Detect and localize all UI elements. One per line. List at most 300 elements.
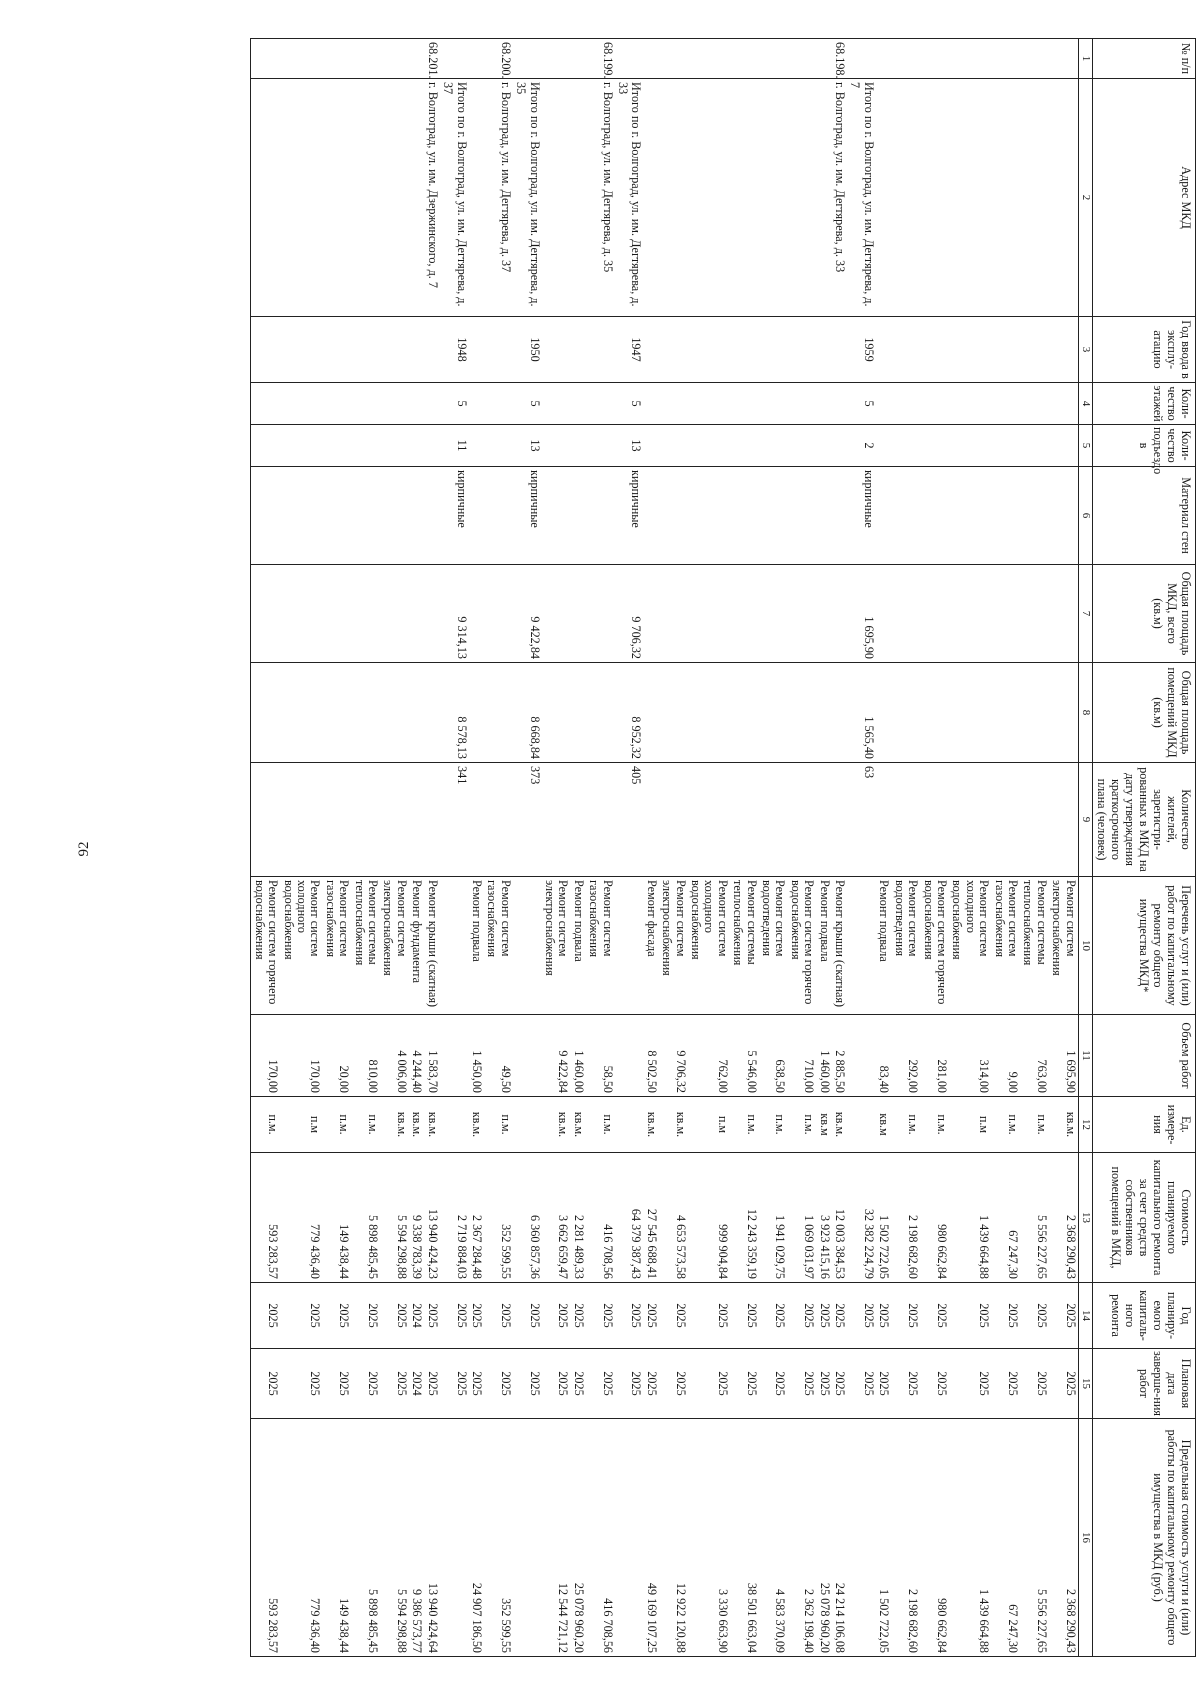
table-cell bbox=[424, 425, 439, 467]
table-cell: 2025 bbox=[586, 1349, 615, 1419]
table-cell bbox=[380, 425, 409, 467]
table-cell bbox=[251, 467, 280, 565]
table-cell: 2025 bbox=[440, 1283, 469, 1349]
table-cell: 49 169 107,25 bbox=[643, 1419, 658, 1657]
table-cell bbox=[759, 425, 788, 467]
table-cell: 2025 bbox=[876, 1349, 891, 1419]
table-cell: Ремонт фасада bbox=[643, 877, 658, 1015]
table-cell bbox=[570, 383, 585, 425]
table-cell bbox=[380, 763, 409, 877]
table-cell: 2025 bbox=[816, 1349, 831, 1419]
table-cell: 2024 bbox=[409, 1349, 424, 1419]
table-cell bbox=[816, 763, 831, 877]
table-cell bbox=[1020, 317, 1049, 383]
table-cell bbox=[876, 425, 891, 467]
column-number: 4 bbox=[1078, 383, 1092, 425]
table-cell: 416 708,56 bbox=[586, 1419, 615, 1657]
table-cell: 38 501 663,04 bbox=[730, 1419, 759, 1657]
table-cell bbox=[484, 467, 513, 565]
table-cell: 20,00 bbox=[322, 1015, 351, 1097]
table-cell: 779 436,40 bbox=[280, 1419, 322, 1657]
table-cell: 2025 bbox=[847, 1349, 876, 1419]
table-cell: 1947 bbox=[615, 317, 644, 383]
table-cell: 2025 bbox=[847, 1283, 876, 1349]
table-cell: 68.200. bbox=[484, 39, 513, 79]
column-number: 10 bbox=[1078, 877, 1092, 1015]
table-cell bbox=[570, 565, 585, 663]
table-cell: 2025 bbox=[1020, 1349, 1049, 1419]
table-cell: кв.м. bbox=[643, 1097, 658, 1153]
table-row bbox=[1049, 39, 1078, 1657]
table-cell bbox=[920, 565, 949, 663]
table-cell: 341 bbox=[440, 763, 469, 877]
total-row bbox=[513, 39, 542, 1657]
table-cell bbox=[322, 763, 351, 877]
table-cell bbox=[469, 425, 484, 467]
table-cell bbox=[424, 317, 439, 383]
table-cell: 25 078 960,20 bbox=[570, 1419, 585, 1657]
table-cell: Ремонт систем газоснабжения bbox=[484, 877, 513, 1015]
table-cell bbox=[351, 467, 380, 565]
table-cell: кв.м. bbox=[424, 1097, 439, 1153]
table-cell: 3 923 415,16 bbox=[816, 1153, 831, 1283]
table-cell bbox=[484, 383, 513, 425]
table-cell: 2025 bbox=[787, 1283, 816, 1349]
table-row bbox=[380, 39, 409, 1657]
table-cell: 2025 bbox=[991, 1283, 1020, 1349]
table-cell bbox=[643, 663, 658, 763]
table-cell: 3 662 659,47 bbox=[542, 1153, 571, 1283]
table-row bbox=[949, 39, 991, 1657]
table-cell: Ремонт систем холодного водоснабжения bbox=[949, 877, 991, 1015]
table-cell bbox=[542, 565, 571, 663]
table-cell bbox=[409, 79, 424, 317]
document-page bbox=[0, 38, 1196, 1656]
table-cell: 980 662,84 bbox=[920, 1153, 949, 1283]
table-cell: 2025 bbox=[920, 1283, 949, 1349]
table-cell bbox=[759, 39, 788, 79]
table-cell bbox=[251, 317, 280, 383]
table-cell: Ремонт систем холодного водоснабжения bbox=[688, 877, 730, 1015]
table-cell bbox=[484, 317, 513, 383]
column-number: 8 bbox=[1078, 663, 1092, 763]
table-cell: 2025 bbox=[787, 1349, 816, 1419]
table-cell bbox=[688, 425, 730, 467]
table-cell: 2025 bbox=[659, 1283, 688, 1349]
table-cell: 292,00 bbox=[891, 1015, 920, 1097]
table-cell bbox=[920, 317, 949, 383]
table-row bbox=[251, 39, 280, 1657]
table-cell bbox=[891, 383, 920, 425]
table-cell: 1 502 722,05 bbox=[876, 1153, 891, 1283]
table-cell: 1 565,40 bbox=[847, 663, 876, 763]
table-cell: Ремонт подвала bbox=[469, 877, 484, 1015]
table-cell bbox=[542, 467, 571, 565]
table-cell: 2025 bbox=[484, 1283, 513, 1349]
table-cell bbox=[1020, 565, 1049, 663]
table-cell bbox=[351, 317, 380, 383]
table-cell: 2025 bbox=[1020, 1283, 1049, 1349]
table-cell: 593 283,57 bbox=[251, 1153, 280, 1283]
table-cell: 2025 bbox=[251, 1349, 280, 1419]
table-cell bbox=[469, 467, 484, 565]
total-row bbox=[847, 39, 876, 1657]
table-cell bbox=[832, 383, 847, 425]
column-number: 5 bbox=[1078, 425, 1092, 467]
table-cell bbox=[322, 317, 351, 383]
table-cell: 83,40 bbox=[876, 1015, 891, 1097]
table-cell bbox=[280, 79, 322, 317]
table-cell bbox=[816, 39, 831, 79]
table-cell bbox=[787, 763, 816, 877]
table-row bbox=[759, 39, 788, 1657]
table-cell bbox=[351, 425, 380, 467]
column-number: 15 bbox=[1078, 1349, 1092, 1419]
table-cell bbox=[949, 425, 991, 467]
table-cell bbox=[949, 763, 991, 877]
total-row bbox=[615, 39, 644, 1657]
table-cell bbox=[659, 425, 688, 467]
table-cell: 68.201. bbox=[424, 39, 439, 79]
table-cell bbox=[920, 383, 949, 425]
table-cell: 4 653 573,58 bbox=[659, 1153, 688, 1283]
column-header: Коли-чество этажей bbox=[1093, 383, 1196, 425]
table-cell bbox=[787, 663, 816, 763]
table-cell bbox=[920, 467, 949, 565]
column-header: Общая площадь МКД, всего (кв.м) bbox=[1093, 565, 1196, 663]
table-cell: Ремонт систем водоотведения bbox=[891, 877, 920, 1015]
table-cell: 170,00 bbox=[251, 1015, 280, 1097]
table-cell bbox=[1049, 317, 1078, 383]
table-cell: 2025 bbox=[586, 1283, 615, 1349]
table-cell: г. Волгоград, ул. им. Дегтярева, д. 33 bbox=[832, 79, 847, 317]
table-cell bbox=[816, 383, 831, 425]
table-cell: 5 594 298,88 bbox=[380, 1153, 409, 1283]
table-cell: п.м. bbox=[891, 1097, 920, 1153]
table-cell: п.м. bbox=[1020, 1097, 1049, 1153]
table-cell bbox=[847, 1419, 876, 1657]
table-cell bbox=[586, 565, 615, 663]
table-cell bbox=[891, 39, 920, 79]
table-cell: 373 bbox=[513, 763, 542, 877]
table-cell bbox=[730, 663, 759, 763]
table-cell bbox=[484, 763, 513, 877]
table-cell: 2 367 284,48 bbox=[469, 1153, 484, 1283]
table-cell: 5 bbox=[615, 383, 644, 425]
table-cell: 5 898 485,45 bbox=[351, 1419, 380, 1657]
table-cell bbox=[1049, 467, 1078, 565]
column-number: 2 bbox=[1078, 79, 1092, 317]
table-cell bbox=[891, 763, 920, 877]
table-cell: п.м. bbox=[351, 1097, 380, 1153]
column-header: Объем работ bbox=[1093, 1015, 1196, 1097]
table-row bbox=[586, 39, 615, 1657]
table-cell: 2 198 682,60 bbox=[891, 1153, 920, 1283]
table-cell bbox=[513, 1015, 542, 1097]
table-cell: 5 556 227,65 bbox=[1020, 1153, 1049, 1283]
table-cell bbox=[570, 663, 585, 763]
table-cell: 980 662,84 bbox=[920, 1419, 949, 1657]
table-cell: кв.м. bbox=[1049, 1097, 1078, 1153]
table-cell bbox=[380, 663, 409, 763]
table-cell: 13 bbox=[513, 425, 542, 467]
table-cell bbox=[816, 79, 831, 317]
table-cell: 5 bbox=[440, 383, 469, 425]
table-cell bbox=[570, 39, 585, 79]
table-cell: 352 599,55 bbox=[484, 1153, 513, 1283]
table-cell: 2025 bbox=[570, 1349, 585, 1419]
table-cell bbox=[280, 425, 322, 467]
table-row bbox=[832, 39, 847, 1657]
column-header: Год ввода в эксплу-атацию bbox=[1093, 317, 1196, 383]
table-cell: 24 214 106,08 bbox=[832, 1419, 847, 1657]
table-cell bbox=[280, 565, 322, 663]
table-cell: 1 439 664,88 bbox=[949, 1153, 991, 1283]
table-cell: кв.м. bbox=[409, 1097, 424, 1153]
table-cell bbox=[730, 79, 759, 317]
table-cell bbox=[1020, 39, 1049, 79]
table-cell: кирпичные bbox=[847, 467, 876, 565]
table-cell: 149 438,44 bbox=[322, 1419, 351, 1657]
table-cell bbox=[322, 467, 351, 565]
table-cell bbox=[730, 763, 759, 877]
table-cell bbox=[380, 39, 409, 79]
table-cell: 2025 bbox=[688, 1283, 730, 1349]
table-cell: 2025 bbox=[832, 1283, 847, 1349]
table-cell: 2025 bbox=[730, 1349, 759, 1419]
table-cell bbox=[659, 383, 688, 425]
table-cell: 2025 bbox=[920, 1349, 949, 1419]
table-cell: п.м bbox=[949, 1097, 991, 1153]
table-cell: 1 502 722,05 bbox=[876, 1419, 891, 1657]
table-cell bbox=[688, 565, 730, 663]
table-cell bbox=[949, 467, 991, 565]
table-cell: 8 578,13 bbox=[440, 663, 469, 763]
table-cell bbox=[1049, 763, 1078, 877]
table-cell bbox=[949, 39, 991, 79]
table-cell bbox=[920, 425, 949, 467]
table-cell bbox=[380, 383, 409, 425]
table-cell: 999 904,84 bbox=[688, 1153, 730, 1283]
table-cell bbox=[787, 425, 816, 467]
table-cell bbox=[409, 467, 424, 565]
table-cell bbox=[570, 79, 585, 317]
table-cell: Ремонт систем газоснабжения bbox=[991, 877, 1020, 1015]
table-cell bbox=[688, 663, 730, 763]
table-cell bbox=[659, 763, 688, 877]
table-cell bbox=[351, 79, 380, 317]
table-cell bbox=[251, 39, 280, 79]
table-cell: 1 450,00 bbox=[469, 1015, 484, 1097]
table-cell: кв.м. bbox=[469, 1097, 484, 1153]
table-cell: кв.м. bbox=[380, 1097, 409, 1153]
table-row bbox=[730, 39, 759, 1657]
table-row bbox=[659, 39, 688, 1657]
table-cell bbox=[484, 425, 513, 467]
table-row bbox=[409, 39, 424, 1657]
table-cell: 25 078 960,20 bbox=[816, 1419, 831, 1657]
table-cell bbox=[730, 467, 759, 565]
table-cell: 1 941 029,75 bbox=[759, 1153, 788, 1283]
table-cell bbox=[586, 425, 615, 467]
table-cell: 11 bbox=[440, 425, 469, 467]
table-cell bbox=[759, 317, 788, 383]
table-row bbox=[469, 39, 484, 1657]
table-cell bbox=[409, 425, 424, 467]
table-cell: кв.м. bbox=[659, 1097, 688, 1153]
table-cell bbox=[513, 39, 542, 79]
table-cell: п.м. bbox=[484, 1097, 513, 1153]
table-cell: 2025 bbox=[424, 1349, 439, 1419]
table-cell: 9,00 bbox=[991, 1015, 1020, 1097]
table-cell bbox=[759, 565, 788, 663]
table-cell bbox=[643, 467, 658, 565]
table-cell: 593 283,57 bbox=[251, 1419, 280, 1657]
column-number: 6 bbox=[1078, 467, 1092, 565]
table-cell: Ремонт систем газоснабжения bbox=[322, 877, 351, 1015]
table-cell: 405 bbox=[615, 763, 644, 877]
table-cell bbox=[688, 39, 730, 79]
table-cell bbox=[920, 39, 949, 79]
table-cell: 9 422,84 bbox=[513, 565, 542, 663]
table-cell bbox=[643, 79, 658, 317]
table-cell: Ремонт подвала bbox=[876, 877, 891, 1015]
table-cell bbox=[816, 663, 831, 763]
table-row bbox=[643, 39, 658, 1657]
table-cell bbox=[586, 467, 615, 565]
table-cell: 4 583 370,09 bbox=[759, 1419, 788, 1657]
table-cell: п.м. bbox=[759, 1097, 788, 1153]
table-cell: 2025 bbox=[949, 1283, 991, 1349]
table-cell: 1 695,90 bbox=[1049, 1015, 1078, 1097]
table-cell bbox=[322, 663, 351, 763]
table-cell bbox=[322, 79, 351, 317]
table-cell bbox=[542, 425, 571, 467]
table-cell bbox=[876, 383, 891, 425]
table-cell: г. Волгоград, ул. им. Дегтярева, д. 37 bbox=[484, 79, 513, 317]
table-cell bbox=[322, 425, 351, 467]
table-cell bbox=[542, 317, 571, 383]
table-cell bbox=[759, 467, 788, 565]
table-cell: 638,50 bbox=[759, 1015, 788, 1097]
table-cell bbox=[280, 383, 322, 425]
table-cell bbox=[542, 39, 571, 79]
table-cell bbox=[832, 467, 847, 565]
table-cell: 2025 bbox=[991, 1349, 1020, 1419]
column-number: 3 bbox=[1078, 317, 1092, 383]
column-header: Адрес МКД bbox=[1093, 79, 1196, 317]
table-cell: 9 422,84 bbox=[542, 1015, 571, 1097]
table-cell bbox=[409, 565, 424, 663]
table-cell bbox=[1049, 383, 1078, 425]
table-cell bbox=[469, 763, 484, 877]
table-cell bbox=[659, 317, 688, 383]
column-header: Материал стен bbox=[1093, 467, 1196, 565]
table-cell: Ремонт фундамента bbox=[409, 877, 424, 1015]
table-cell: 2 362 198,40 bbox=[787, 1419, 816, 1657]
table-cell: п.м. bbox=[322, 1097, 351, 1153]
table-cell: п.м. bbox=[251, 1097, 280, 1153]
table-cell bbox=[991, 425, 1020, 467]
table-cell: 2 885,50 bbox=[832, 1015, 847, 1097]
table-cell bbox=[586, 763, 615, 877]
table-cell bbox=[949, 383, 991, 425]
table-cell: 2025 bbox=[322, 1349, 351, 1419]
table-cell: 2025 bbox=[730, 1283, 759, 1349]
table-cell bbox=[484, 565, 513, 663]
table-row bbox=[920, 39, 949, 1657]
table-cell bbox=[787, 79, 816, 317]
table-cell: Ремонт систем горячего водоснабжения bbox=[920, 877, 949, 1015]
table-cell bbox=[920, 79, 949, 317]
table-cell bbox=[991, 317, 1020, 383]
table-cell: 2025 bbox=[440, 1349, 469, 1419]
table-cell: 2025 bbox=[876, 1283, 891, 1349]
column-number: 7 bbox=[1078, 565, 1092, 663]
table-cell: 2025 bbox=[351, 1349, 380, 1419]
table-cell bbox=[688, 79, 730, 317]
table-cell: 2025 bbox=[380, 1349, 409, 1419]
table-cell bbox=[832, 317, 847, 383]
table-cell bbox=[949, 663, 991, 763]
table-cell: 170,00 bbox=[280, 1015, 322, 1097]
table-cell bbox=[876, 663, 891, 763]
table-cell bbox=[759, 763, 788, 877]
table-cell: кв.м. bbox=[832, 1097, 847, 1153]
table-cell: 24 907 186,50 bbox=[469, 1419, 484, 1657]
table-cell bbox=[280, 763, 322, 877]
table-cell bbox=[891, 663, 920, 763]
table-row bbox=[876, 39, 891, 1657]
table-cell: 4 006,00 bbox=[380, 1015, 409, 1097]
table-cell: 1959 bbox=[847, 317, 876, 383]
table-cell bbox=[424, 763, 439, 877]
table-cell bbox=[440, 1419, 469, 1657]
table-cell: г. Волгоград, ул. им. Дзержинского, д. 7 bbox=[424, 79, 439, 317]
table-cell: 8 668,84 bbox=[513, 663, 542, 763]
table-cell: кирпичные bbox=[615, 467, 644, 565]
table-cell bbox=[380, 565, 409, 663]
table-cell: 2 719 884,03 bbox=[440, 1153, 469, 1283]
table-cell: 416 708,56 bbox=[586, 1153, 615, 1283]
table-cell bbox=[542, 663, 571, 763]
table-cell: 2025 bbox=[949, 1349, 991, 1419]
table-cell: 2025 bbox=[615, 1283, 644, 1349]
column-number: 16 bbox=[1078, 1419, 1092, 1657]
table-cell bbox=[949, 79, 991, 317]
table-cell bbox=[876, 467, 891, 565]
table-cell: 2025 bbox=[513, 1283, 542, 1349]
table-cell bbox=[513, 877, 542, 1015]
table-cell bbox=[643, 425, 658, 467]
table-cell: Ремонт систем электроснабжения bbox=[1049, 877, 1078, 1015]
table-cell bbox=[876, 39, 891, 79]
table-cell: 763,00 bbox=[1020, 1015, 1049, 1097]
table-cell bbox=[542, 763, 571, 877]
table-cell: 5 bbox=[847, 383, 876, 425]
table-cell: 67 247,30 bbox=[991, 1419, 1020, 1657]
table-cell: 9 338 783,39 bbox=[409, 1153, 424, 1283]
table-cell: кв.м. bbox=[542, 1097, 571, 1153]
table-cell bbox=[816, 425, 831, 467]
table-cell: 2024 bbox=[409, 1283, 424, 1349]
column-header: Стоимость планируемого капитального ремонта за счет средств собственников помещений в МКД, bbox=[1093, 1153, 1196, 1283]
table-cell bbox=[570, 763, 585, 877]
table-cell: 2025 bbox=[280, 1349, 322, 1419]
table-row bbox=[542, 39, 571, 1657]
table-cell bbox=[513, 1419, 542, 1657]
table-cell: 9 706,32 bbox=[615, 565, 644, 663]
